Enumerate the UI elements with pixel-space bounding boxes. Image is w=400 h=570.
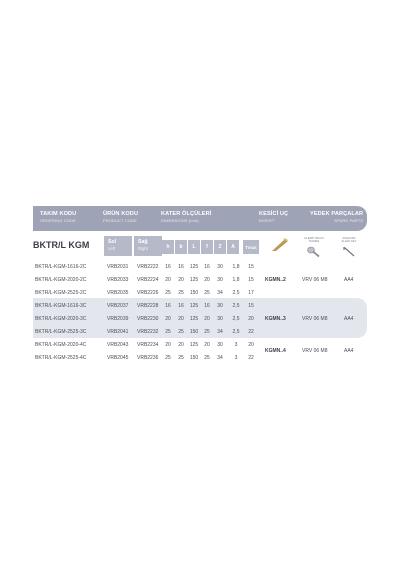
table-row xyxy=(0,352,400,364)
cell-f: 25 xyxy=(204,290,210,296)
table-header-band xyxy=(33,206,367,231)
cell-left-code: VRB2045 xyxy=(107,355,129,361)
header-spare-parts xyxy=(310,211,363,223)
series-title: BKTR/L KGM xyxy=(33,240,90,250)
group-insert-3: KGMN..3 xyxy=(265,316,286,322)
cell-tmax: 22 xyxy=(248,329,254,335)
cell-a: 3 xyxy=(234,355,238,361)
dim-head-z: Z xyxy=(214,240,226,254)
cell-l: 125 xyxy=(189,303,199,309)
cell-z: 34 xyxy=(217,355,223,361)
cell-f: 16 xyxy=(204,264,210,270)
cell-h: 16 xyxy=(165,264,171,270)
cell-right-code: VRB2234 xyxy=(137,342,159,348)
spare-head-screw-line2: SCREW xyxy=(308,239,320,244)
table-row xyxy=(0,274,400,286)
spare-head-key-line1: ANAHTAR xyxy=(342,236,356,240)
cell-right-code: VRB2236 xyxy=(137,355,159,361)
insert-icon xyxy=(270,238,290,252)
group-key-3: AA4 xyxy=(344,316,354,322)
table-row xyxy=(0,313,400,325)
cell-ordering-code: BKTR/L-KGM-1616-3C xyxy=(35,303,87,309)
cell-ordering-code: BKTR/L-KGM-1616-2C xyxy=(35,264,87,270)
cell-tmax: 15 xyxy=(248,277,254,283)
cell-h: 16 xyxy=(165,303,171,309)
cell-tmax: 20 xyxy=(248,342,254,348)
cell-a: 1,8 xyxy=(232,264,240,270)
cell-tmax: 20 xyxy=(248,316,254,322)
cell-a: 3 xyxy=(234,342,238,348)
header-dimensions-title: KATER ÖLÇÜLERİ xyxy=(161,211,212,217)
cell-tmax: 17 xyxy=(248,290,254,296)
cell-f: 20 xyxy=(204,316,210,322)
cell-l: 150 xyxy=(189,329,199,335)
cell-f: 25 xyxy=(204,355,210,361)
cell-f: 20 xyxy=(204,277,210,283)
header-ordering-code-sub: ORDERING CODE xyxy=(40,218,76,223)
dim-head-b: b xyxy=(175,240,187,254)
header-insert-title: KESİCİ UÇ xyxy=(259,211,289,217)
cell-tmax: 22 xyxy=(248,355,254,361)
cell-left-code: VRB2033 xyxy=(107,277,129,283)
cell-right-code: VRB2228 xyxy=(137,303,159,309)
cell-l: 125 xyxy=(189,264,199,270)
cell-h: 25 xyxy=(165,329,171,335)
header-insert xyxy=(259,211,288,223)
cell-l: 125 xyxy=(189,277,199,283)
dim-head-l: L xyxy=(188,240,200,254)
cell-b: 20 xyxy=(178,316,184,322)
cell-left-code: VRB2043 xyxy=(107,342,129,348)
dim-head-a: A xyxy=(227,240,239,254)
cell-right-code: VRB2224 xyxy=(137,277,159,283)
cell-a: 1,8 xyxy=(232,277,240,283)
table-row xyxy=(0,326,400,338)
allen-key-icon xyxy=(342,245,356,259)
cell-right-code: VRB2222 xyxy=(137,264,159,270)
cell-left-code: VRB2041 xyxy=(107,329,129,335)
cell-b: 16 xyxy=(178,303,184,309)
group-key-2: AA4 xyxy=(344,277,354,283)
cell-h: 25 xyxy=(165,290,171,296)
cell-tmax: 15 xyxy=(248,303,254,309)
column-left-title: Sol xyxy=(108,239,117,245)
group-insert-4: KGMN..4 xyxy=(265,348,286,354)
group-key-4: AA4 xyxy=(344,348,354,354)
cell-z: 34 xyxy=(217,329,223,335)
cell-l: 150 xyxy=(189,355,199,361)
spare-head-key-line2: ALLEN KEY xyxy=(341,239,357,244)
cell-l: 125 xyxy=(189,342,199,348)
cell-b: 20 xyxy=(178,342,184,348)
header-product-code-sub: PRODUCT CODE xyxy=(103,218,137,223)
header-spare-parts-title: YEDEK PARÇALAR xyxy=(310,211,364,217)
cell-left-code: VRB2039 xyxy=(107,316,129,322)
group-screw-2: VRV 06 M8 xyxy=(302,277,328,283)
header-insert-sub: INSERT xyxy=(259,218,275,223)
cell-h: 20 xyxy=(165,342,171,348)
table-row xyxy=(0,261,400,273)
cell-right-code: VRB2226 xyxy=(137,290,159,296)
cell-z: 30 xyxy=(217,277,223,283)
dim-head-tmax: Tmax xyxy=(243,240,259,254)
table-row xyxy=(0,300,400,312)
group-insert-2: KGMN..2 xyxy=(265,277,286,283)
header-product-code-title: ÜRÜN KODU xyxy=(103,211,139,217)
spare-head-screw xyxy=(304,237,323,244)
cell-a: 2,5 xyxy=(232,290,240,296)
dim-head-f: f xyxy=(201,240,213,254)
cell-z: 30 xyxy=(217,303,223,309)
cell-b: 16 xyxy=(178,264,184,270)
cell-f: 16 xyxy=(204,303,210,309)
cell-b: 25 xyxy=(178,355,184,361)
group-screw-4: VRV 06 M8 xyxy=(302,348,328,354)
cell-ordering-code: BKTR/L-KGM-2020-4C xyxy=(35,342,87,348)
cell-z: 30 xyxy=(217,264,223,270)
cell-ordering-code: BKTR/L-KGM-2525-2C xyxy=(35,290,87,296)
cell-l: 125 xyxy=(189,316,199,322)
cell-h: 20 xyxy=(165,277,171,283)
cell-b: 25 xyxy=(178,329,184,335)
header-ordering-code xyxy=(40,211,76,223)
spare-head-screw-line1: KLEMP VİDASI xyxy=(304,236,324,240)
cell-z: 30 xyxy=(217,342,223,348)
header-ordering-code-title: TAKIM KODU xyxy=(40,211,77,217)
cell-b: 20 xyxy=(178,277,184,283)
cell-right-code: VRB2232 xyxy=(137,329,159,335)
header-dimensions xyxy=(161,211,211,223)
cell-ordering-code: BKTR/L-KGM-2525-3C xyxy=(35,329,87,335)
cell-b: 25 xyxy=(178,290,184,296)
column-right-sub: Right xyxy=(138,246,148,251)
table-row xyxy=(0,287,400,299)
header-dimensions-sub: DIMENSIONS (mm) xyxy=(161,218,199,223)
spare-head-key xyxy=(341,237,356,244)
header-product-code xyxy=(103,211,138,223)
cell-z: 30 xyxy=(217,316,223,322)
cell-l: 150 xyxy=(189,290,199,296)
cell-left-code: VRB2031 xyxy=(107,264,129,270)
column-left-chip xyxy=(104,236,132,256)
cell-h: 20 xyxy=(165,316,171,322)
header-spare-parts-sub: SPARE PARTS xyxy=(334,218,364,223)
cell-ordering-code: BKTR/L-KGM-2525-4C xyxy=(35,355,87,361)
cell-f: 25 xyxy=(204,329,210,335)
cell-tmax: 15 xyxy=(248,264,254,270)
cell-z: 34 xyxy=(217,290,223,296)
cell-left-code: VRB2035 xyxy=(107,290,129,296)
column-left-sub: Left xyxy=(108,246,115,251)
column-right-chip xyxy=(134,236,162,256)
screw-icon xyxy=(307,246,321,258)
cell-f: 20 xyxy=(204,342,210,348)
cell-right-code: VRB2230 xyxy=(137,316,159,322)
cell-a: 2,5 xyxy=(232,316,240,322)
cell-a: 2,5 xyxy=(232,329,240,335)
table-row xyxy=(0,339,400,351)
cell-a: 2,5 xyxy=(232,303,240,309)
cell-ordering-code: BKTR/L-KGM-2020-2C xyxy=(35,277,87,283)
dim-head-h: h xyxy=(162,240,174,254)
cell-left-code: VRB2037 xyxy=(107,303,129,309)
cell-ordering-code: BKTR/L-KGM-2020-3C xyxy=(35,316,87,322)
column-right-title: Sağ xyxy=(138,239,148,245)
group-screw-3: VRV 06 M8 xyxy=(302,316,328,322)
cell-h: 25 xyxy=(165,355,171,361)
